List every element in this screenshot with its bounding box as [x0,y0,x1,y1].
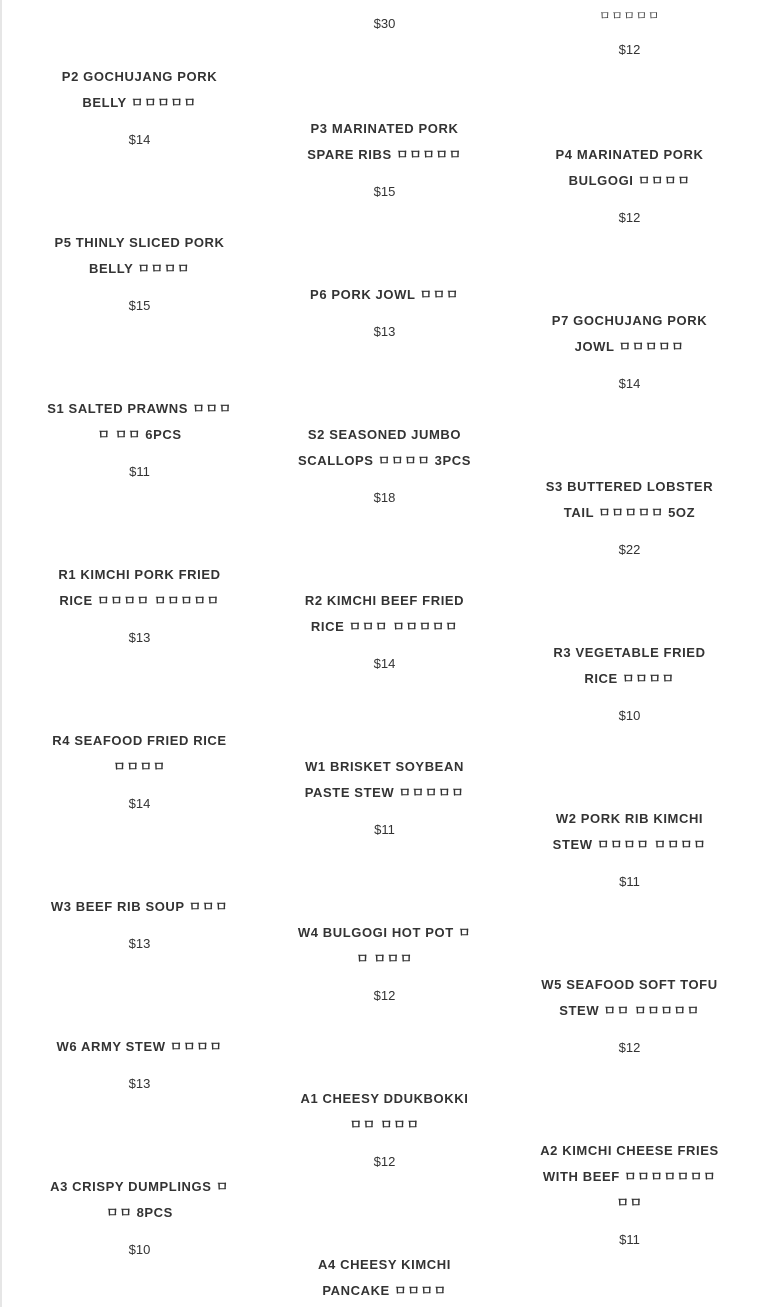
item-name: W3 BEEF RIB SOUP ㅁㅁㅁ [50,899,229,914]
item-name: S1 SALTED PRAWNS ㅁㅁㅁㅁ ㅁㅁ 6PCS [47,401,232,442]
item-price: $30 [373,16,396,31]
menu-item-a2[interactable] [507,1138,752,1250]
item-name: S3 BUTTERED LOBSTER TAIL ㅁㅁㅁㅁㅁ 5OZ [545,479,714,520]
item-price: $14 [128,796,151,811]
menu-item-a4[interactable] [262,1252,507,1304]
item-price: $12 [373,988,396,1003]
item-price: $13 [373,324,396,339]
menu-item-p3[interactable] [262,116,507,202]
item-price: $14 [128,132,151,147]
item-price: $15 [373,184,396,199]
item-price: $10 [128,1242,151,1257]
menu-item-p7[interactable] [507,308,752,394]
item-price: $15 [128,298,151,313]
menu-item-w5[interactable] [507,972,752,1058]
item-name: S2 SEASONED JUMBO SCALLOPS ㅁㅁㅁㅁ 3PCS [298,427,471,468]
item-name: R2 KIMCHI BEEF FRIED RICE ㅁㅁㅁ ㅁㅁㅁㅁㅁ [304,593,465,634]
menu-item-p6[interactable] [262,282,507,342]
menu-item-w4[interactable] [262,920,507,1006]
menu-item-s3[interactable] [507,474,752,560]
menu-item-w3[interactable] [17,894,262,954]
item-price: $11 [129,464,150,479]
item-price: $10 [618,708,641,723]
item-name: A3 CRISPY DUMPLINGS ㅁ ㅁㅁ 8PCS [50,1179,229,1220]
item-price: $12 [373,1154,396,1169]
item-price: $12 [618,42,641,57]
item-name: W1 BRISKET SOYBEAN PASTE STEW ㅁㅁㅁㅁㅁ [304,759,465,800]
item-name: A4 CHEESY KIMCHI PANCAKE ㅁㅁㅁㅁ [318,1257,451,1298]
menu-item-s1[interactable] [17,396,262,482]
item-name: R1 KIMCHI PORK FRIED RICE ㅁㅁㅁㅁ ㅁㅁㅁㅁㅁ [58,567,221,608]
menu-item-w6[interactable] [17,1034,262,1094]
item-name: A2 KIMCHI CHEESE FRIES WITH BEEF ㅁㅁㅁㅁㅁㅁㅁㅁㅁ [540,1143,719,1210]
menu-item-r2[interactable] [262,588,507,674]
menu-item-a3[interactable] [17,1174,262,1260]
item-name: W6 ARMY STEW ㅁㅁㅁㅁ [56,1039,223,1054]
item-price: $11 [619,1232,640,1247]
item-name: P4 MARINATED PORK BULGOGI ㅁㅁㅁㅁ [555,147,704,188]
item-price: $18 [373,490,396,505]
item-name: W5 SEAFOOD SOFT TOFU STEW ㅁㅁ ㅁㅁㅁㅁㅁ [541,977,718,1018]
item-price: $11 [374,822,395,837]
menu-item-w1[interactable] [262,754,507,840]
item-price: $13 [128,1076,151,1091]
item-name: P5 THINLY SLICED PORK BELLY ㅁㅁㅁㅁ [54,235,225,276]
item-name: P6 PORK JOWL ㅁㅁㅁ [310,287,459,302]
item-price: $14 [618,376,641,391]
item-name: R4 SEAFOOD FRIED RICE ㅁㅁㅁㅁ [52,733,227,774]
item-name: W4 BULGOGI HOT POT ㅁㅁ ㅁㅁㅁ [297,925,472,966]
menu-item-p5[interactable] [17,230,262,316]
menu-item-p4[interactable] [507,142,752,228]
menu-item-r3[interactable] [507,640,752,726]
item-price: $22 [618,542,641,557]
menu-item-a1[interactable] [262,1086,507,1172]
item-name: P2 GOCHUJANG PORK BELLY ㅁㅁㅁㅁㅁ [61,69,218,110]
menu-item-top-partial[interactable] [507,2,752,70]
menu-item-r1[interactable] [17,562,262,648]
item-name: P3 MARINATED PORK SPARE RIBS ㅁㅁㅁㅁㅁ [307,121,462,162]
item-name: W2 PORK RIB KIMCHI STEW ㅁㅁㅁㅁ ㅁㅁㅁㅁ [552,811,707,852]
item-price: $14 [373,656,396,671]
menu-item-s2[interactable] [262,422,507,508]
item-price: $13 [128,630,151,645]
menu-item-r4[interactable] [17,728,262,814]
item-name: A1 CHEESY DDUKBOKKI ㅁㅁ ㅁㅁㅁ [300,1091,469,1132]
item-name: R3 VEGETABLE FRIED RICE ㅁㅁㅁㅁ [553,645,706,686]
item-name: P7 GOCHUJANG PORK JOWL ㅁㅁㅁㅁㅁ [551,313,708,354]
item-price: $12 [618,210,641,225]
item-price: $13 [128,936,151,951]
item-name: ㅁㅁㅁㅁㅁ [599,9,660,23]
item-price: $11 [619,874,640,889]
menu-item-w2[interactable] [507,806,752,892]
item-price: $12 [618,1040,641,1055]
menu-item-p2[interactable] [17,64,262,150]
menu-item-top-partial[interactable] [262,0,507,50]
